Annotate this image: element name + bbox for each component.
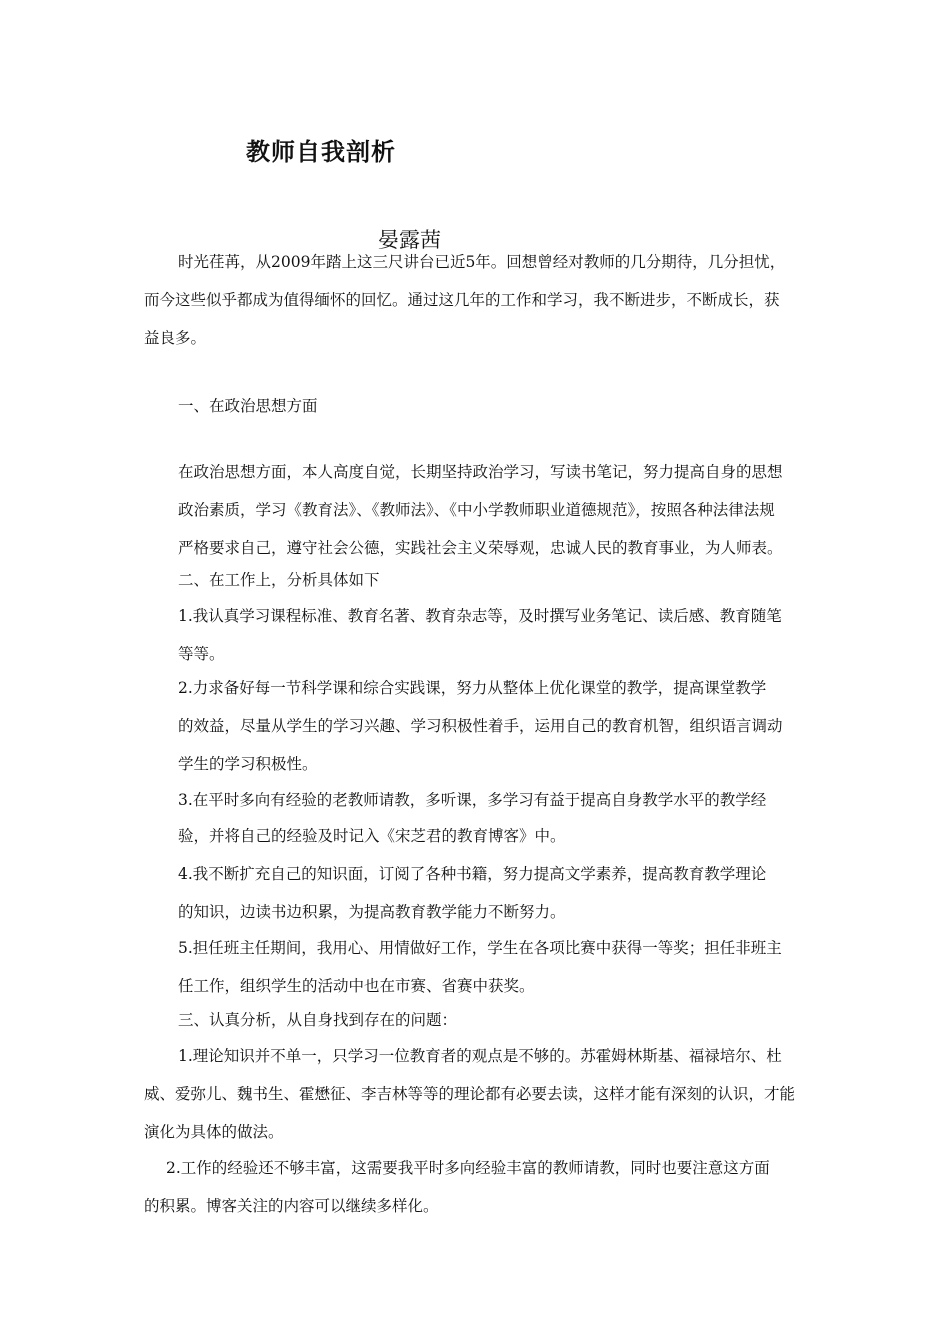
list-item-line: 演化为具体的做法。 — [144, 1123, 284, 1141]
list-item-line: 等等。 — [178, 645, 225, 663]
list-item-line: 验，并将自己的经验及时记入《宋芝君的教育博客》中。 — [178, 827, 566, 845]
section-heading: 三、认真分析，从自身找到存在的问题： — [178, 1011, 458, 1029]
intro-line: 而今这些似乎都成为值得缅怀的回忆。通过这几年的工作和学习，我不断进步，不断成长，获 — [144, 291, 780, 309]
list-item-line: 的效益，尽量从学生的学习兴趣、学习积极性着手，运用自己的教育机智，组织语言调动 — [178, 717, 783, 735]
list-item-line: 3.在平时多向有经验的老教师请教，多听课，多学习有益于提高自身教学水平的教学经 — [178, 791, 767, 809]
list-item-line: 1.我认真学习课程标准、教育名著、教育杂志等，及时撰写业务笔记、读后感、教育随笔 — [178, 607, 782, 625]
paragraph-line: 严格要求自己，遵守社会公德，实践社会主义荣辱观，忠诚人民的教育事业，为人师表。 — [178, 539, 783, 557]
list-item-line: 任工作，组织学生的活动中也在市赛、省赛中获奖。 — [178, 977, 535, 995]
author-name: 晏露茜 — [378, 228, 441, 252]
list-item-line: 2.力求备好每一节科学课和综合实践课，努力从整体上优化课堂的教学，提高课堂教学 — [178, 679, 767, 697]
intro-line: 时光荏苒，从2009年踏上这三尺讲台已近5年。回想曾经对教师的几分期待，几分担忧， — [178, 253, 786, 271]
list-item-line: 的知识，边读书边积累，为提高教育教学能力不断努力。 — [178, 903, 566, 921]
list-item-line: 的积累。博客关注的内容可以继续多样化。 — [144, 1197, 439, 1215]
section-heading: 二、在工作上，分析具体如下 — [178, 571, 380, 589]
document-title: 教师自我剖析 — [246, 138, 396, 166]
paragraph-line: 政治素质，学习《教育法》、《教师法》、《中小学教师职业道德规范》，按照各种法律法规 — [178, 501, 775, 519]
section-heading: 一、在政治思想方面 — [178, 397, 318, 415]
list-item-line: 2.工作的经验还不够丰富，这需要我平时多向经验丰富的教师请教，同时也要注意这方面 — [166, 1159, 770, 1177]
list-item-line: 学生的学习积极性。 — [178, 755, 318, 773]
intro-line: 益良多。 — [144, 329, 207, 347]
paragraph-line: 在政治思想方面，本人高度自觉，长期坚持政治学习，写读书笔记，努力提高自身的思想 — [178, 463, 783, 481]
list-item-line: 5.担任班主任期间，我用心、用情做好工作，学生在各项比赛中获得一等奖；担任非班主 — [178, 939, 782, 957]
list-item-line: 1.理论知识并不单一，只学习一位教育者的观点是不够的。苏霍姆林斯基、福禄培尔、杜 — [178, 1047, 782, 1065]
list-item-line: 威、爱弥儿、魏书生、霍懋征、李吉林等等的理论都有必要去读，这样才能有深刻的认识，才能 — [144, 1085, 796, 1103]
list-item-line: 4.我不断扩充自己的知识面，订阅了各种书籍，努力提高文学素养，提高教育教学理论 — [178, 865, 767, 883]
